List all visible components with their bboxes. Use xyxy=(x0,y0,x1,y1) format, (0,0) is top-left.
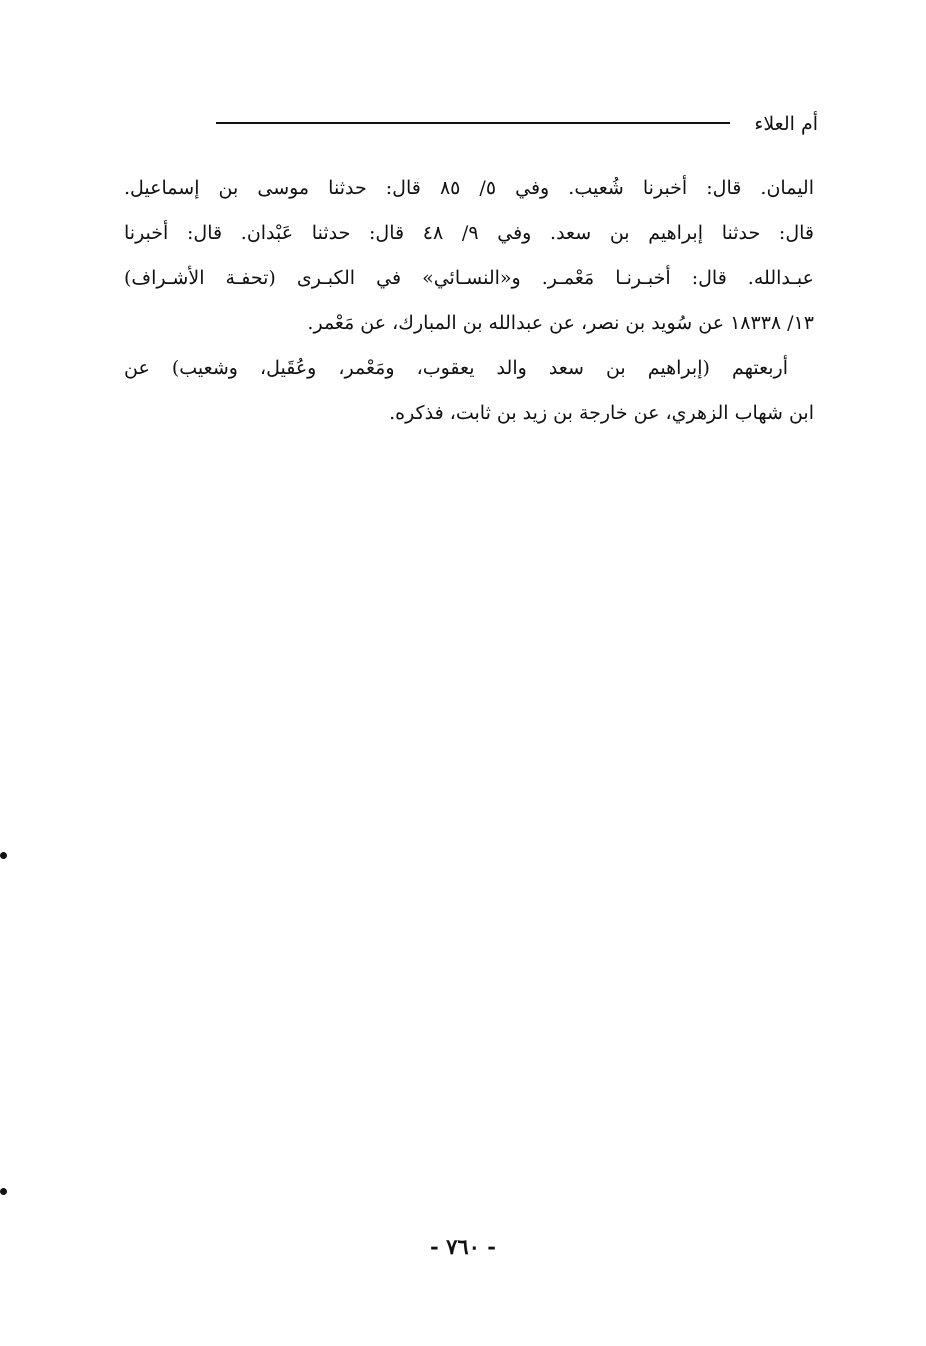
text-line: عبـدالله. قال: أخبـرنـا مَعْمـر. و«النسـائي» في الكبـرى (تحفـة الأشـراف) xyxy=(124,267,814,289)
text-line: أربعتهم (إبراهيم بن سعد والد يعقوب، ومَعْمر، وعُقَيل، وشعيب) عن xyxy=(124,357,789,379)
running-header xyxy=(122,110,818,140)
text-line: ١٣/ ١٨٣٣٨ عن سُويد بن نصر، عن عبدالله بن المبارك، عن مَعْمر. xyxy=(307,312,814,334)
paragraph-1 xyxy=(124,166,814,346)
text-line: ابن شهاب الزهري، عن خارجة بن زيد بن ثابت، فذكره. xyxy=(389,402,814,424)
paragraph-2 xyxy=(124,346,814,436)
body-text xyxy=(124,166,814,436)
text-line: قال: حدثنا إبراهيم بن سعد. وفي ٩/ ٤٨ قال: حدثنا عَبْدان. قال: أخبرنا xyxy=(124,222,814,244)
header-title: أم العلاء xyxy=(754,113,818,135)
header-rule xyxy=(216,122,730,124)
page-number: - ٧٦٠ - xyxy=(430,1234,496,1259)
text-line: اليمان. قال: أخبرنا شُعيب. وفي ٥/ ٨٥ قال: حدثنا موسى بن إسماعيل. xyxy=(124,177,814,199)
scan-margin-mark xyxy=(0,1188,7,1195)
scan-margin-mark xyxy=(0,852,7,859)
